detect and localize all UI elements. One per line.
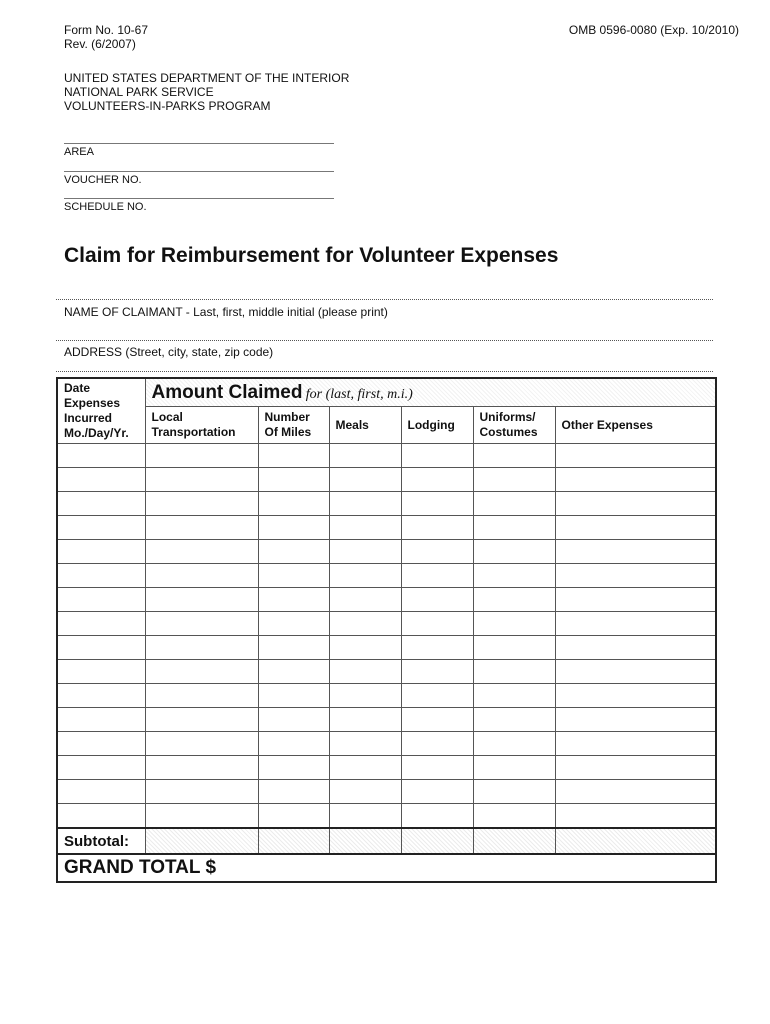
- address-line[interactable]: [56, 340, 713, 341]
- expense-cell[interactable]: [401, 492, 473, 516]
- expense-row: [57, 612, 716, 636]
- date-header: [57, 378, 145, 444]
- subtotal-cell[interactable]: [555, 828, 716, 854]
- subtotal-cell[interactable]: [473, 828, 555, 854]
- expense-cell[interactable]: [329, 444, 401, 468]
- amount-claimed-title: Amount Claimed: [151, 381, 303, 403]
- expense-cell[interactable]: [57, 564, 145, 588]
- miles-header: [258, 407, 329, 444]
- expense-cell[interactable]: [145, 468, 258, 492]
- subtotal-row: [57, 828, 716, 854]
- expense-cell[interactable]: [473, 468, 555, 492]
- expense-cell[interactable]: [57, 636, 145, 660]
- address-label: ADDRESS (Street, city, state, zip code): [64, 345, 274, 359]
- expense-cell[interactable]: [473, 564, 555, 588]
- expense-cell[interactable]: [145, 588, 258, 612]
- expense-cell[interactable]: [555, 612, 716, 636]
- schedule-line[interactable]: [64, 198, 334, 199]
- expense-cell[interactable]: [473, 612, 555, 636]
- expense-cell[interactable]: [57, 660, 145, 684]
- expense-cell[interactable]: [329, 660, 401, 684]
- expense-cell[interactable]: [258, 780, 329, 804]
- expense-cell[interactable]: [57, 756, 145, 780]
- form-revision: Rev. (6/2007): [64, 37, 136, 51]
- area-label: AREA: [64, 146, 94, 158]
- date-header-line: Mo./Day/Yr.: [64, 426, 129, 440]
- date-header-line: Expenses: [64, 396, 121, 410]
- expense-row: [57, 636, 716, 660]
- expense-cell[interactable]: [555, 588, 716, 612]
- expense-cell[interactable]: [401, 660, 473, 684]
- expense-cell[interactable]: [329, 732, 401, 756]
- expense-cell[interactable]: [473, 804, 555, 829]
- expense-cell[interactable]: [401, 468, 473, 492]
- expense-row: [57, 444, 716, 468]
- date-header-line: Date: [64, 381, 91, 395]
- expense-cell[interactable]: [473, 516, 555, 540]
- expense-cell[interactable]: [329, 780, 401, 804]
- omb-number: OMB 0596-0080 (Exp. 10/2010): [568, 23, 739, 37]
- expense-cell[interactable]: [401, 780, 473, 804]
- expense-row: [57, 492, 716, 516]
- expense-cell[interactable]: [401, 732, 473, 756]
- expense-cell[interactable]: [555, 732, 716, 756]
- lodging-header: Lodging: [401, 407, 473, 444]
- expense-cell[interactable]: [57, 708, 145, 732]
- header-line: Of Miles: [264, 425, 312, 440]
- agency-program: VOLUNTEERS-IN-PARKS PROGRAM: [64, 99, 271, 113]
- expense-cell[interactable]: [145, 732, 258, 756]
- expense-cell[interactable]: [145, 804, 258, 829]
- expense-cell[interactable]: [258, 732, 329, 756]
- expense-cell[interactable]: [258, 516, 329, 540]
- expense-row: [57, 732, 716, 756]
- expense-cell[interactable]: [401, 804, 473, 829]
- expense-cell[interactable]: [555, 660, 716, 684]
- expense-cell[interactable]: [555, 444, 716, 468]
- expense-rows: [57, 444, 716, 829]
- expense-cell[interactable]: [473, 660, 555, 684]
- header-line: Costumes: [479, 425, 538, 440]
- expense-cell[interactable]: [145, 756, 258, 780]
- expense-cell[interactable]: [258, 636, 329, 660]
- expense-cell[interactable]: [401, 612, 473, 636]
- expense-cell[interactable]: [401, 444, 473, 468]
- expense-cell[interactable]: [258, 540, 329, 564]
- expense-cell[interactable]: [145, 540, 258, 564]
- expense-cell[interactable]: [473, 732, 555, 756]
- expense-cell[interactable]: [258, 660, 329, 684]
- expense-cell[interactable]: [401, 636, 473, 660]
- agency-block: [64, 71, 349, 113]
- voucher-line[interactable]: [64, 171, 334, 172]
- expense-cell[interactable]: [555, 492, 716, 516]
- form-id-block: [64, 23, 148, 51]
- expense-cell[interactable]: [145, 444, 258, 468]
- expense-cell[interactable]: [401, 564, 473, 588]
- expense-cell[interactable]: [329, 540, 401, 564]
- expense-cell[interactable]: [473, 540, 555, 564]
- grand-total-cell[interactable]: GRAND TOTAL $: [57, 854, 716, 882]
- expense-cell[interactable]: [57, 588, 145, 612]
- subtotal-label: Subtotal:: [57, 828, 145, 854]
- grand-total-row: [57, 854, 716, 882]
- expense-cell[interactable]: [329, 684, 401, 708]
- header-line: Transportation: [151, 425, 236, 440]
- expense-cell[interactable]: [401, 708, 473, 732]
- expense-cell[interactable]: [555, 804, 716, 829]
- area-line[interactable]: [64, 143, 334, 144]
- expense-cell[interactable]: [57, 804, 145, 829]
- expense-cell[interactable]: [57, 468, 145, 492]
- expense-cell[interactable]: [57, 492, 145, 516]
- expense-cell[interactable]: [555, 564, 716, 588]
- address-bottom-line: [56, 371, 713, 372]
- expense-cell[interactable]: [258, 612, 329, 636]
- form-number: Form No. 10-67: [64, 23, 149, 37]
- expense-row: [57, 588, 716, 612]
- expense-cell[interactable]: [145, 516, 258, 540]
- expense-row: [57, 756, 716, 780]
- expense-cell[interactable]: [555, 756, 716, 780]
- expense-row: [57, 564, 716, 588]
- schedule-label: SCHEDULE NO.: [64, 201, 147, 213]
- expense-cell[interactable]: [145, 612, 258, 636]
- expense-cell[interactable]: [57, 516, 145, 540]
- expense-row: [57, 540, 716, 564]
- expense-cell[interactable]: [57, 444, 145, 468]
- expense-cell[interactable]: [473, 780, 555, 804]
- expense-cell[interactable]: [401, 756, 473, 780]
- agency-service: NATIONAL PARK SERVICE: [64, 85, 214, 99]
- expense-cell[interactable]: [555, 780, 716, 804]
- expense-cell[interactable]: [555, 636, 716, 660]
- expense-cell[interactable]: [329, 588, 401, 612]
- expense-cell[interactable]: [57, 612, 145, 636]
- expense-cell[interactable]: [401, 684, 473, 708]
- expense-cell[interactable]: [555, 708, 716, 732]
- amount-claimed-header: [145, 378, 716, 407]
- agency-department: UNITED STATES DEPARTMENT OF THE INTERIOR: [64, 71, 350, 85]
- expense-cell[interactable]: [329, 756, 401, 780]
- expense-cell[interactable]: [145, 708, 258, 732]
- expense-cell[interactable]: [401, 516, 473, 540]
- expense-cell[interactable]: [258, 684, 329, 708]
- uniforms-header: [473, 407, 555, 444]
- amount-claimed-for: for (last, first, m.i.): [305, 386, 413, 402]
- expense-cell[interactable]: [258, 492, 329, 516]
- expense-row: [57, 468, 716, 492]
- expense-cell[interactable]: [555, 516, 716, 540]
- subtotal-cell[interactable]: [145, 828, 258, 854]
- claimant-label: NAME OF CLAIMANT - Last, first, middle initial (please print): [64, 305, 388, 319]
- expense-cell[interactable]: [145, 492, 258, 516]
- expense-row: [57, 780, 716, 804]
- expense-cell[interactable]: [258, 564, 329, 588]
- expense-cell[interactable]: [401, 540, 473, 564]
- expense-cell[interactable]: [145, 684, 258, 708]
- header-line: Uniforms/: [479, 410, 536, 425]
- expense-table: [56, 377, 717, 883]
- expense-cell[interactable]: [329, 804, 401, 829]
- expense-cell[interactable]: [145, 564, 258, 588]
- expense-cell[interactable]: [258, 588, 329, 612]
- expense-cell[interactable]: [473, 492, 555, 516]
- meals-header: Meals: [329, 407, 401, 444]
- expense-row: [57, 804, 716, 829]
- expense-cell[interactable]: [57, 732, 145, 756]
- expense-cell[interactable]: [145, 780, 258, 804]
- voucher-label: VOUCHER NO.: [64, 174, 142, 186]
- expense-cell[interactable]: [258, 756, 329, 780]
- local-transportation-header: [145, 407, 258, 444]
- expense-cell[interactable]: [329, 516, 401, 540]
- expense-cell[interactable]: [473, 708, 555, 732]
- expense-cell[interactable]: [258, 468, 329, 492]
- expense-row: [57, 660, 716, 684]
- expense-cell[interactable]: [57, 684, 145, 708]
- expense-cell[interactable]: [473, 444, 555, 468]
- expense-cell[interactable]: [473, 636, 555, 660]
- expense-cell[interactable]: [258, 444, 329, 468]
- expense-cell[interactable]: [57, 780, 145, 804]
- expense-cell[interactable]: [258, 708, 329, 732]
- header-line: Number: [264, 410, 310, 425]
- expense-cell[interactable]: [329, 564, 401, 588]
- expense-cell[interactable]: [473, 756, 555, 780]
- expense-cell[interactable]: [57, 540, 145, 564]
- expense-cell[interactable]: [329, 708, 401, 732]
- expense-cell[interactable]: [555, 684, 716, 708]
- expense-cell[interactable]: [329, 612, 401, 636]
- date-header-line: Incurred: [64, 411, 113, 425]
- expense-cell[interactable]: [329, 468, 401, 492]
- expense-cell[interactable]: [473, 684, 555, 708]
- expense-cell[interactable]: [555, 540, 716, 564]
- header-line: Local: [151, 410, 183, 425]
- expense-row: [57, 684, 716, 708]
- other-expenses-header: Other Expenses: [555, 407, 716, 444]
- expense-cell[interactable]: [329, 636, 401, 660]
- expense-cell[interactable]: [473, 588, 555, 612]
- expense-row: [57, 516, 716, 540]
- subtotal-cell[interactable]: [258, 828, 329, 854]
- subtotal-cell[interactable]: [329, 828, 401, 854]
- expense-cell[interactable]: [329, 492, 401, 516]
- claimant-line[interactable]: [56, 299, 713, 300]
- expense-cell[interactable]: [258, 804, 329, 829]
- expense-cell[interactable]: [555, 468, 716, 492]
- expense-row: [57, 708, 716, 732]
- expense-cell[interactable]: [401, 588, 473, 612]
- expense-cell[interactable]: [145, 660, 258, 684]
- form-title: Claim for Reimbursement for Volunteer Expenses: [64, 244, 559, 267]
- subtotal-cell[interactable]: [401, 828, 473, 854]
- expense-cell[interactable]: [145, 636, 258, 660]
